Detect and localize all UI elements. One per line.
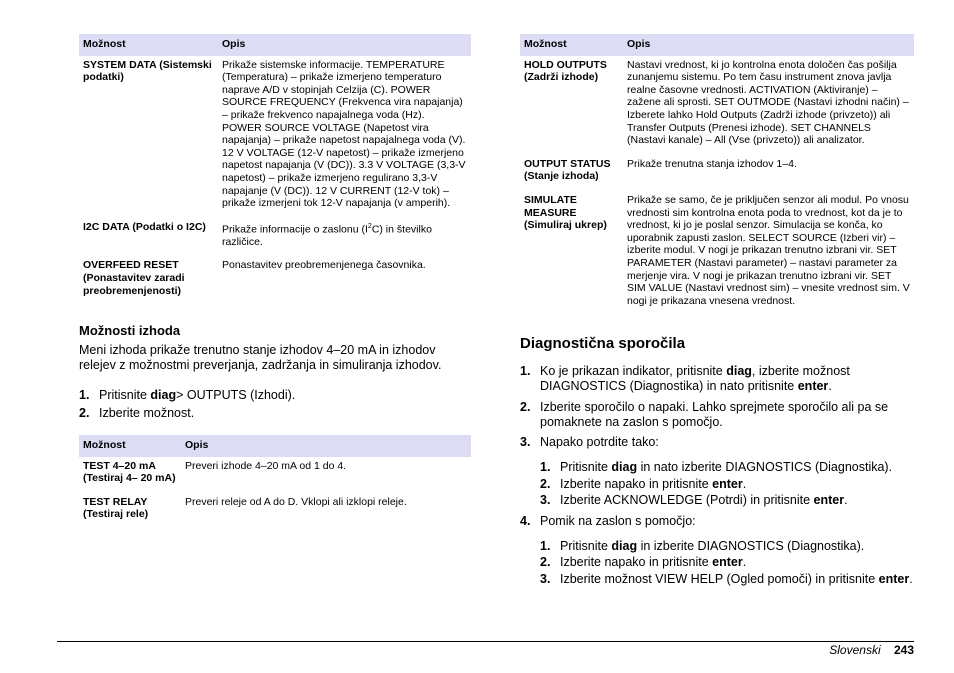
step-text: Ko je prikazan indikator, pritisnite [540, 364, 727, 379]
key-name: enter [813, 492, 845, 507]
right-column [520, 34, 914, 593]
steps-list [79, 388, 471, 421]
list-item [520, 435, 914, 450]
option-name: SIMULATE MEASURE (Simuliraj ukrep) [520, 190, 623, 314]
step-text: . [742, 476, 747, 491]
option-description: Prikaže sistemske informacije. TEMPERATURE (Temperatura) – prikaže izmerjeno temperaturo naprave A/D v stopinjah Celzija (C). POWER SOURCE FREQUENCY (Frekvenca vira napajanja) – prikaže frekvenco napajalnega voda (Hz). POWER SOURCE VOLTAGE (Napetost vira napajanja) – prikaže napetost napajalnega voda (V). 12 V VOLTAGE (12-V napetost) – prikaže izmerjeno napetost napajanja (V (DC)). 3.3 V VOLTAGE (3,3-V napetost) – prikaže izmerjeno regulirano 3,3-V napajanje (V (DC)). 12 V CURRENT (12-V tok) – prikaže izmerjeni tok 12-V napajanja (v amperih). [218, 56, 471, 218]
step-number: 1. [540, 539, 551, 554]
help-substeps [520, 539, 914, 587]
step-text: Pomik na zaslon s pomočjo: [540, 513, 696, 528]
option-description: Ponastavitev preobremenjenega časovnika. [218, 256, 471, 305]
header-description: Opis [623, 34, 914, 56]
page-number: 243 [893, 643, 914, 657]
step-number: 4. [520, 513, 531, 528]
output-options-table [79, 435, 471, 529]
key-name: enter [712, 555, 743, 570]
option-name: SYSTEM DATA (Sistemski podatki) [79, 56, 218, 218]
step-number: 2. [520, 399, 531, 414]
intro-paragraph: Meni izhoda prikaže trenutno stanje izhodov 4–20 mA in izhodov relejev z možnostmi preverjanja, zadržanja in simuliranja izhodov. [79, 343, 442, 373]
table-row [79, 492, 471, 528]
key-name: diag [150, 387, 177, 402]
header-option: Možnost [79, 435, 181, 457]
key-name: enter [712, 476, 743, 491]
key-name: diag [611, 539, 638, 554]
step-number: 2. [540, 555, 551, 570]
option-description: Nastavi vrednost, ki jo kontrolna enota določen čas pošilja zunanjemu sistemu. Po tem času instrument znova javlja realne časovne vrednosti. ACTIVATION (Aktiviranje) – zažene ali sprosti. SET OUTMODE (Nastavi izhodni način) – Izberete lahko Hold Outputs (Zadrži izhode (privzeto)) ali Transfer Outputs (Prenesi izhode). SET CHANNELS (Nastavi kanale) – All (Vse (privzeto)) ali analizator. [623, 56, 914, 155]
option-description: Prikaže trenutna stanja izhodov 1–4. [623, 154, 914, 190]
table-row [79, 217, 471, 256]
step-text: Pritisnite [99, 387, 151, 402]
page-footer [829, 643, 914, 657]
step-text: Izberite napako in pritisnite [560, 476, 713, 491]
step-text: . [742, 555, 747, 570]
step-text: , izberite možnost DIAGNOSTICS (Diagnostika) in nato pritisnite [540, 364, 850, 394]
key-name: enter [878, 571, 910, 586]
footer-language: Slovenski [829, 643, 881, 657]
key-name: enter [797, 379, 829, 394]
section-heading: Možnosti izhoda [79, 323, 181, 339]
header-option: Možnost [520, 34, 623, 56]
list-item [79, 388, 471, 403]
table-row [520, 190, 914, 314]
superscript: 2 [367, 222, 372, 230]
list-item [520, 555, 914, 570]
step-number: 3. [520, 435, 531, 450]
step-text: Napako potrdite tako: [540, 435, 659, 450]
step-text: > OUTPUTS (Izhodi). [176, 387, 296, 402]
step-number: 1. [79, 387, 90, 402]
table-header-row [79, 435, 471, 457]
step-text: Izberite ACKNOWLEDGE (Potrdi) in pritisnite [560, 492, 814, 507]
header-description: Opis [218, 34, 471, 56]
step-number: 2. [540, 476, 551, 491]
table-row [79, 56, 471, 218]
table-header-row [79, 34, 471, 56]
system-options-table [79, 34, 471, 305]
option-description: Prikaže se samo, če je priključen senzor ali modul. Po vnosu vrednosti sim kontrolna enota poda to vrednost, kot da je to vrednost, ki jo je poslal senzor. Simulacija se konča, ko uporabnik zapusti zaslon. SELECT SOURCE (Izberi vir) – izberite modul. V nogi je prikazan trenutno izbrani vir. SET PARAMETER (Nastavi parameter) – nastavi parameter za merjenje vira. V nogi je prikazan trenutno izbrani vir. SET SIM VALUE (Nastavi vrednost sim) – vnesite vrednost sim. V nogi je prikazana vnesena vrednost. [623, 190, 914, 314]
table-row [520, 154, 914, 190]
step-number: 3. [540, 492, 551, 507]
header-description: Opis [181, 435, 471, 457]
header-option: Možnost [79, 34, 218, 56]
step-text: Pritisnite [560, 460, 612, 475]
option-name: TEST RELAY (Testiraj rele) [79, 492, 181, 528]
list-item [520, 477, 914, 492]
steps-list [520, 514, 914, 529]
option-name: HOLD OUTPUTS (Zadrži izhode) [520, 56, 623, 155]
list-item [520, 364, 914, 394]
table-row [79, 256, 471, 305]
hold-outputs-table [520, 34, 914, 315]
table-row [520, 56, 914, 155]
step-text: in nato izberite DIAGNOSTICS (Diagnostika). [637, 460, 893, 475]
list-item [520, 400, 914, 430]
step-number: 3. [540, 571, 551, 586]
step-number: 1. [540, 460, 551, 475]
step-text: . [844, 492, 848, 507]
step-text: . [909, 571, 913, 586]
list-item [520, 493, 914, 508]
description-text: C) in številko različice. [222, 223, 432, 248]
key-name: diag [611, 460, 638, 475]
step-text: Izberite sporočilo o napaki. Lahko sprejmete sporočilo ali pa se pomaknete na zaslon s pomočjo. [540, 399, 889, 429]
list-item [520, 460, 914, 475]
step-text: . [828, 379, 832, 394]
option-name: OUTPUT STATUS (Stanje izhoda) [520, 154, 623, 190]
step-number: 1. [520, 364, 531, 379]
table-header-row [520, 34, 914, 56]
key-name: diag [726, 364, 752, 379]
option-description: Preveri releje od A do D. Vklopi ali izklopi releje. [181, 492, 471, 528]
step-number: 2. [79, 405, 90, 420]
step-text: in izberite DIAGNOSTICS (Diagnostika). [637, 539, 865, 554]
option-name: OVERFEED RESET (Ponastavitev zaradi preobremenjenosti) [79, 256, 218, 305]
step-text: Izberite možnost VIEW HELP (Ogled pomoči) in pritisnite [560, 571, 879, 586]
step-text: Izberite napako in pritisnite [560, 555, 713, 570]
option-name: I2C DATA (Podatki o I2C) [79, 217, 218, 256]
table-row [79, 457, 471, 493]
option-description [218, 217, 471, 256]
list-item [520, 572, 914, 587]
description-text: Prikaže informacije o zaslonu (I [222, 223, 368, 236]
list-item [520, 514, 914, 529]
section-heading: Diagnostična sporočila [520, 335, 686, 353]
left-column [79, 34, 471, 529]
step-text: Izberite možnost. [99, 405, 195, 420]
option-name: TEST 4–20 mA (Testiraj 4– 20 mA) [79, 457, 181, 493]
list-item [79, 406, 471, 421]
option-description: Preveri izhode 4–20 mA od 1 do 4. [181, 457, 471, 493]
list-item [520, 539, 914, 554]
steps-list [520, 364, 914, 450]
step-text: Pritisnite [560, 539, 612, 554]
footer-divider [57, 641, 914, 642]
acknowledge-substeps [520, 460, 914, 508]
